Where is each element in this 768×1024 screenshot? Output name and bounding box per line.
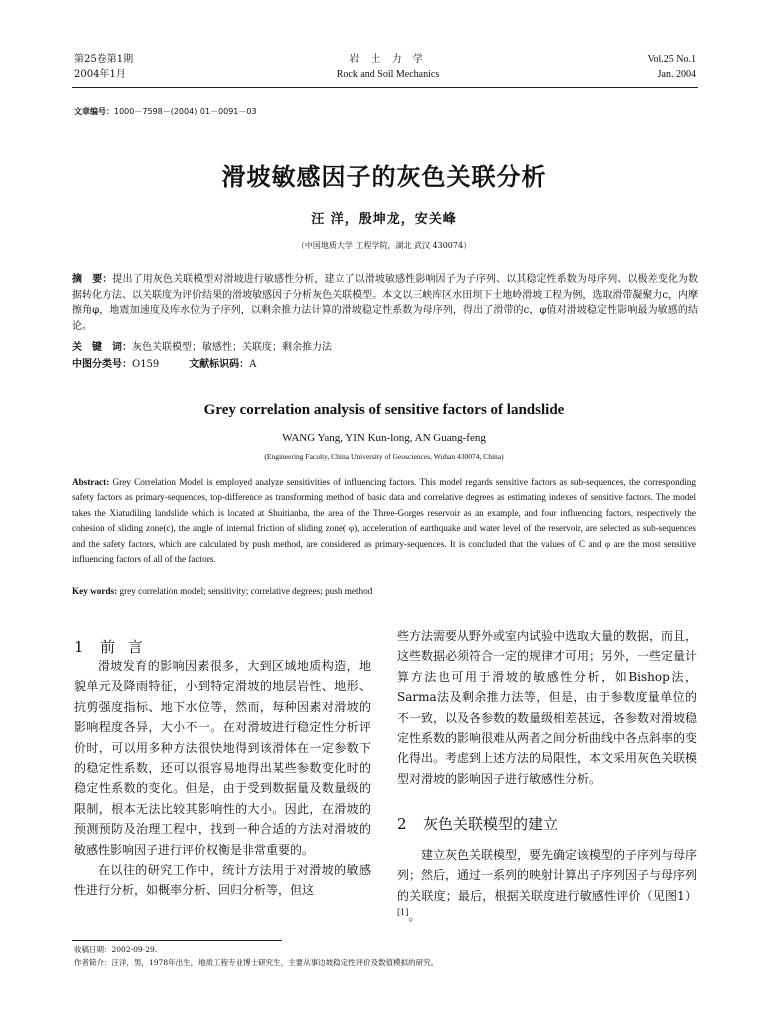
classification [72,357,698,373]
header-rule [72,87,698,88]
section-2-paragraph-1-end: 。 [408,909,421,924]
section-2-paragraph-1 [397,845,697,927]
article-number [74,106,257,117]
authors-en: WANG Yang, YIN Kun-long, AN Guang-feng [282,432,486,444]
section-2-title: 灰色关联模型的建立 [423,815,559,833]
footnote-received-date: 收稿日期：2002-09-29. [74,945,158,954]
journal-name-en: Rock and Soil Mechanics [336,69,440,80]
keywords-en [72,586,696,596]
abstract-cn [72,272,698,334]
keywords-en-text: grey correlation model; sensitivity; correlative degrees; push method [119,586,373,596]
keywords-cn-label: 关 键 词： [72,342,132,353]
abstract-cn-text: 提出了用灰色关联模型对滑坡进行敏感性分析，建立了以滑坡敏感性影响因子为子序列、以其稳定性系数为母序列、以极差变化为数据转化方法、以关联度为评价结果的滑坡敏感因子分析灰色关联模型。本文以三峡库区水田坝下土地岭滑坡工程为例，选取滑带凝聚力c，内摩擦角φ，地震加速度及库水位为子序列，以剩余推力法计算的滑坡稳定性系数为母序列，得出了滑带的c，φ值对滑坡稳定性影响最为敏感的结论。 [72,274,699,332]
article-number-value: 1000－7598－(2004) 01－0091－03 [114,107,257,116]
footnote-author-bio: 作者简介：汪洋，男，1978年出生，地质工程专业博士研究生，主要从事边坡稳定性评价及数值模拟的研究。 [74,958,439,967]
class-value: O159 [132,359,160,370]
section-2-number: 2 [397,815,407,833]
section-1-paragraph-1: 滑坡发育的影响因素很多，大到区域地质构造，地貌单元及降雨特征，小到特定滑坡的地层岩性、地形、抗剪强度指标、地下水位等，然而，每种因素对滑坡的影响程度各异，大小不一。在对滑坡进行稳定性分析评价时，可以用多种方法很快地得到该滑体在一定参数下的稳定性系数，还可以很容易地得出某些参数变化时的稳定性系数的变化。但是，由于受到数据量及数量级的限制，根本无法比较其影响性的大小。因此，在滑坡的预测预防及治理工程中，找到一种合适的方法对滑坡的敏感性影响因子进行评价权衡是非常重要的。 [74,659,371,857]
date-cn: 2004年1月 [74,69,126,80]
citation-ref-1: [1] [397,908,409,918]
header-volume-en [610,52,696,82]
footnote-rule [72,940,282,941]
section-2-heading [397,814,558,834]
article-number-label: 文章编号： [74,107,114,116]
abstract-en-text: Grey Correlation Model is employed analyze sensitivities of influencing factors. This model regards sensitive factors as sub-sequences, the corresponding safety factors as primary-sequences, top-difference as transforming method of basic data and correlative degrees as estimating indexes of sensitive factors. The model takes the Xiatudiling landslide which is located at Shuitianba, the area of the Three-Gorges reservoir as an example, and four influencing factors, respectively the cohesion of sliding zone(c), the angle of internal friction of sliding zone( φ), acceleration of earthquake and water level of the reservoir, are selected as sub-sequences and the safety factors, which are calculated by push method, are considered as primary-sequences. It is concluded that the values of C and φ are the most sensitive influencing factors of all of the factors. [72,477,696,565]
doc-code-value: A [249,359,257,370]
volume-cn: 第25卷第1期 [74,54,134,65]
keywords-cn-text: 灰色关联模型；敏感性；关联度；剩余推力法 [132,342,332,353]
left-column [74,656,371,901]
keywords-cn [72,340,698,356]
abstract-en [72,475,696,567]
doc-code-label: 文献标识码： [189,359,250,370]
right-column [397,626,697,789]
section-1-title: 前 言 [100,638,147,656]
volume-en: Vol.25 No.1 [647,54,696,65]
abstract-cn-label: 摘 要： [72,274,113,285]
section-2-body [397,845,697,927]
affiliation-cn: （中国地质大学 工程学院，湖北 武汉 430074） [296,241,472,250]
paper-title-en: Grey correlation analysis of sensitive factors of landslide [203,402,565,418]
section-1-paragraph-2: 在以往的研究工作中，统计方法用于对滑坡的敏感性进行分析，如概率分析、回归分析等，但这 [74,863,371,898]
class-label: 中图分类号： [72,359,132,370]
header-journal [300,52,476,82]
date-en: Jan. 2004 [657,69,696,80]
keywords-en-label: Key words: [72,586,118,596]
section-1-heading [74,637,147,657]
authors-cn: 汪 洋，殷坤龙，安关峰 [311,212,457,227]
affiliation-en: (Engineering Faculty, China University of Geosciences, Wuhan 430074, China) [264,452,504,461]
section-1-number: 1 [74,638,84,656]
journal-name-cn: 岩 土 力 学 [349,54,427,65]
abstract-en-label: Abstract: [72,477,110,487]
section-1-paragraph-3: 些方法需要从野外或室内试验中选取大量的数据，而且，这些数据必须符合一定的规律才可用；另外，一些定量计算方法也可用于滑坡的敏感性分析，如Bishop法，Sarma法及剩余推力法等，但是，由于参数度量单位的不一致，以及各参数的数量级相差甚远，各参数对滑坡稳定性系数的影响很难从两者之间分析曲线中各点斜率的变化得出。考虑到上述方法的局限性，本文采用灰色关联模型对滑坡的影响因子进行敏感性分析。 [397,629,698,786]
section-2-paragraph-1-text: 建立灰色关联模型，要先确定该模型的子序列与母序列；然后，通过一系列的映射计算出子序列因子与母序列的关联度；最后，根据关联度进行敏感性评价（见图1） [397,848,698,903]
header-volume-info [74,52,133,82]
paper-title-cn: 滑坡敏感因子的灰色关联分析 [221,162,547,191]
